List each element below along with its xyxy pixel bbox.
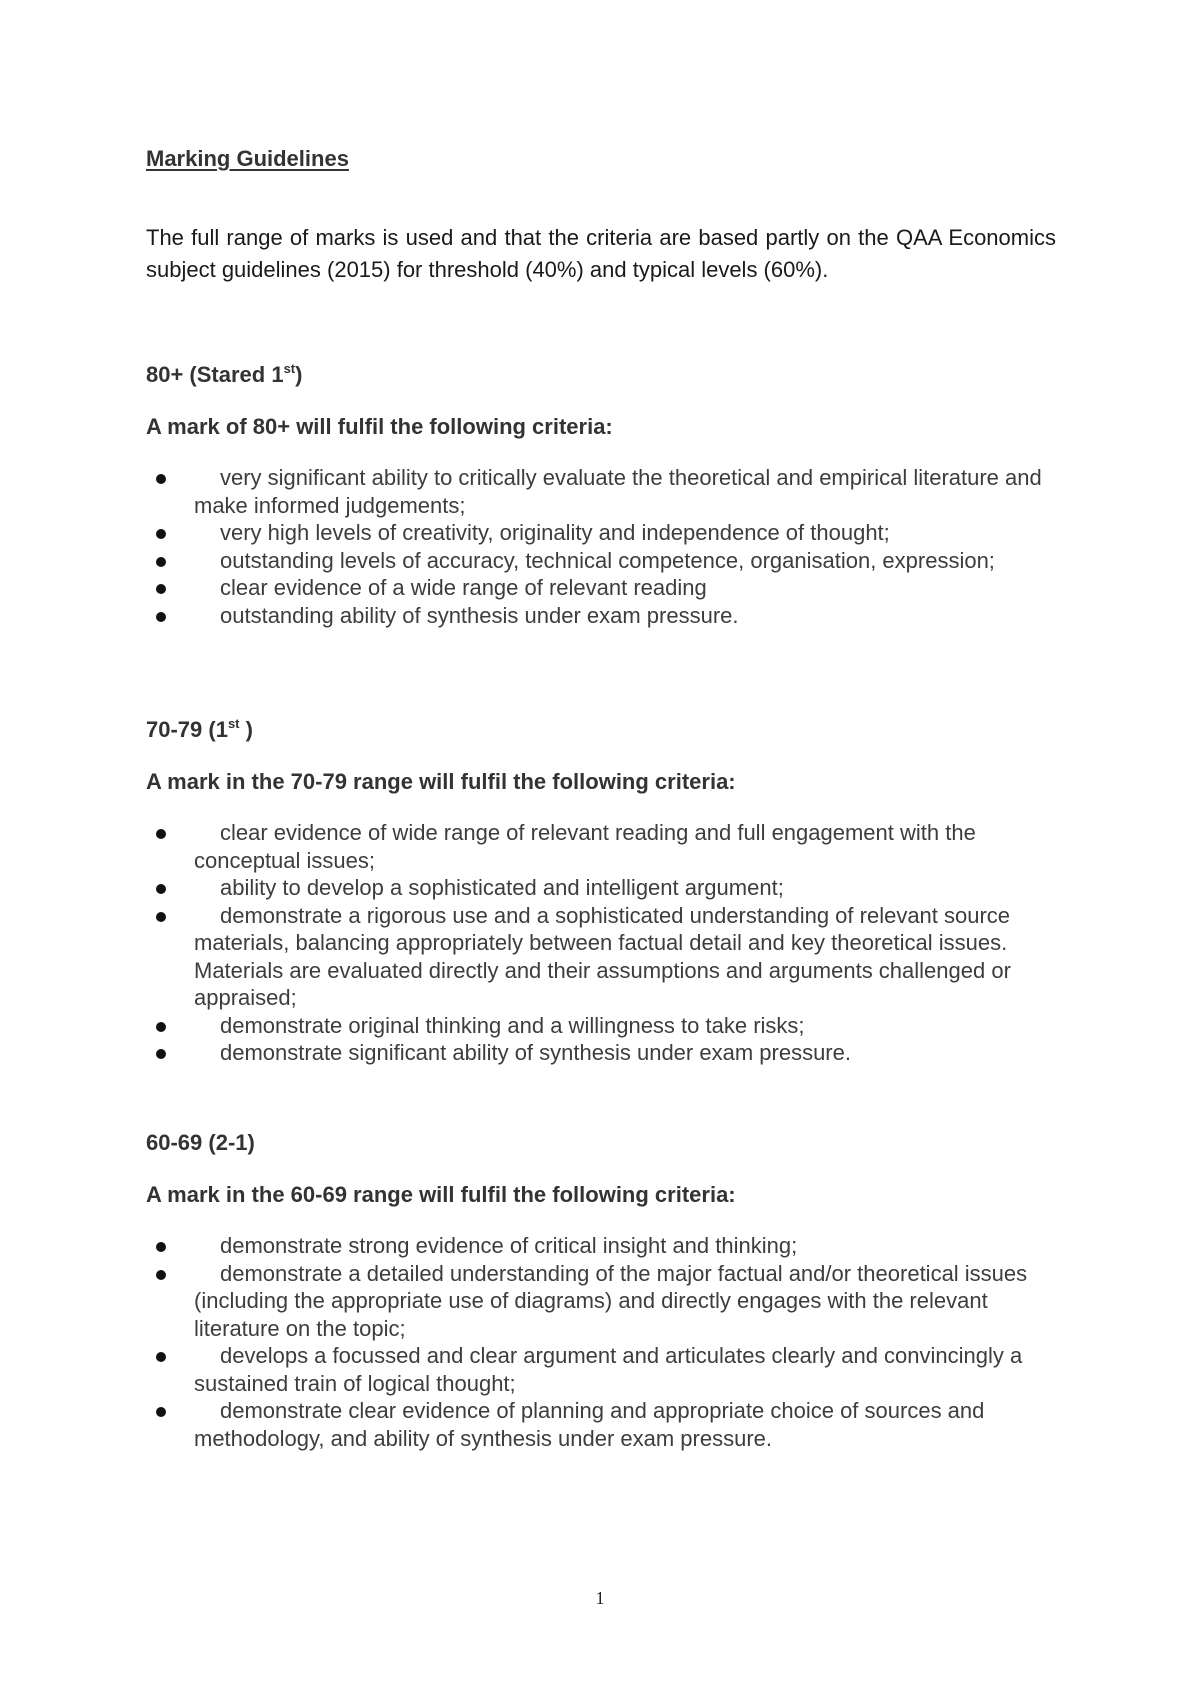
bullet-icon: [156, 1270, 166, 1280]
document-title: Marking Guidelines: [146, 146, 349, 171]
bullet-icon: [156, 1352, 166, 1362]
section-heading-text: 70-79 (1: [146, 717, 228, 742]
list-item-text: develops a focussed and clear argument and articulates clearly and convincingly a sustained train of logical thought;: [194, 1343, 1023, 1396]
grade-section-80-plus: [146, 360, 1066, 629]
bullet-icon: [156, 529, 166, 539]
bullet-icon: [156, 584, 166, 594]
list-item: [146, 574, 1064, 602]
section-heading-end: ): [295, 362, 303, 387]
list-item: [146, 874, 1064, 902]
list-item-text: demonstrate clear evidence of planning and appropriate choice of sources and methodology, and ability of synthesis under exam pressure.: [194, 1398, 985, 1451]
section-heading-superscript: st: [227, 716, 240, 731]
list-item-text: demonstrate significant ability of synthesis under exam pressure.: [220, 1040, 851, 1065]
list-item: [146, 902, 1064, 1012]
section-heading-superscript: st: [283, 361, 296, 376]
criteria-intro: A mark in the 60-69 range will fulfil the following criteria:: [146, 1182, 736, 1207]
list-item: [146, 519, 1064, 547]
list-item: [146, 1397, 1064, 1452]
list-item-text: clear evidence of a wide range of relevant reading: [220, 575, 707, 600]
bullet-icon: [156, 912, 166, 922]
list-item: [146, 547, 1064, 575]
section-heading: [146, 715, 1066, 745]
list-item-text: demonstrate a detailed understanding of the major factual and/or theoretical issues (including the appropriate use of diagrams) and directly engages with the relevant literature on the topic;: [194, 1260, 1028, 1341]
bullet-icon: [156, 1022, 166, 1032]
list-item: [146, 602, 1064, 630]
list-item: [146, 1039, 1064, 1067]
bullet-icon: [156, 829, 166, 839]
criteria-intro: A mark in the 70-79 range will fulfil the following criteria:: [146, 769, 736, 794]
bullet-icon: [156, 474, 166, 484]
list-item-text: ability to develop a sophisticated and intelligent argument;: [220, 875, 784, 900]
section-heading: [146, 360, 1066, 390]
bullet-icon: [156, 1242, 166, 1252]
criteria-intro: A mark of 80+ will fulfil the following criteria:: [146, 414, 613, 439]
section-heading: [146, 1128, 1066, 1158]
section-heading-text: 80+ (Stared 1: [146, 362, 284, 387]
list-item-text: outstanding ability of synthesis under exam pressure.: [220, 602, 739, 628]
bullet-icon: [156, 1407, 166, 1417]
bullet-icon: [156, 884, 166, 894]
list-item: [146, 1012, 1064, 1040]
criteria-list: [146, 464, 1066, 629]
list-item: [146, 1232, 1064, 1260]
list-item: [146, 819, 1064, 874]
list-item-text: very high levels of creativity, originality and independence of thought;: [220, 520, 890, 545]
list-item: [146, 1342, 1064, 1397]
list-item: [146, 1260, 1064, 1343]
bullet-icon: [156, 1049, 166, 1059]
bullet-icon: [156, 612, 166, 622]
criteria-list: [146, 819, 1066, 1067]
list-item-text: demonstrate strong evidence of critical insight and thinking;: [220, 1233, 798, 1258]
list-item-text: outstanding levels of accuracy, technical competence, organisation, expression;: [220, 547, 995, 573]
list-item-text: clear evidence of wide range of relevant reading and full engagement with the conceptual issues;: [194, 820, 976, 873]
grade-section-70-79: [146, 715, 1066, 1067]
criteria-list: [146, 1232, 1066, 1452]
page-number: 1: [595, 1588, 605, 1608]
list-item-text: demonstrate a rigorous use and a sophisticated understanding of relevant source materials, balancing appropriately between factual detail and key theoretical issues. Materials are evaluated directly and their assumptions and arguments challenged or appraised;: [194, 902, 1011, 1010]
list-item: [146, 464, 1064, 519]
intro-paragraph: The full range of marks is used and that the criteria are based partly on the QAA Economics subject guidelines (2015) for threshold (40%) and typical levels (60%).: [146, 225, 1056, 282]
bullet-icon: [156, 557, 166, 567]
list-item-text: demonstrate original thinking and a willingness to take risks;: [220, 1012, 805, 1038]
section-heading-text: 60-69 (2-1): [146, 1130, 255, 1155]
section-heading-end: ): [239, 717, 253, 742]
list-item-text: very significant ability to critically evaluate the theoretical and empirical literature and make informed judgements;: [194, 465, 1042, 518]
grade-section-60-69: [146, 1128, 1066, 1452]
